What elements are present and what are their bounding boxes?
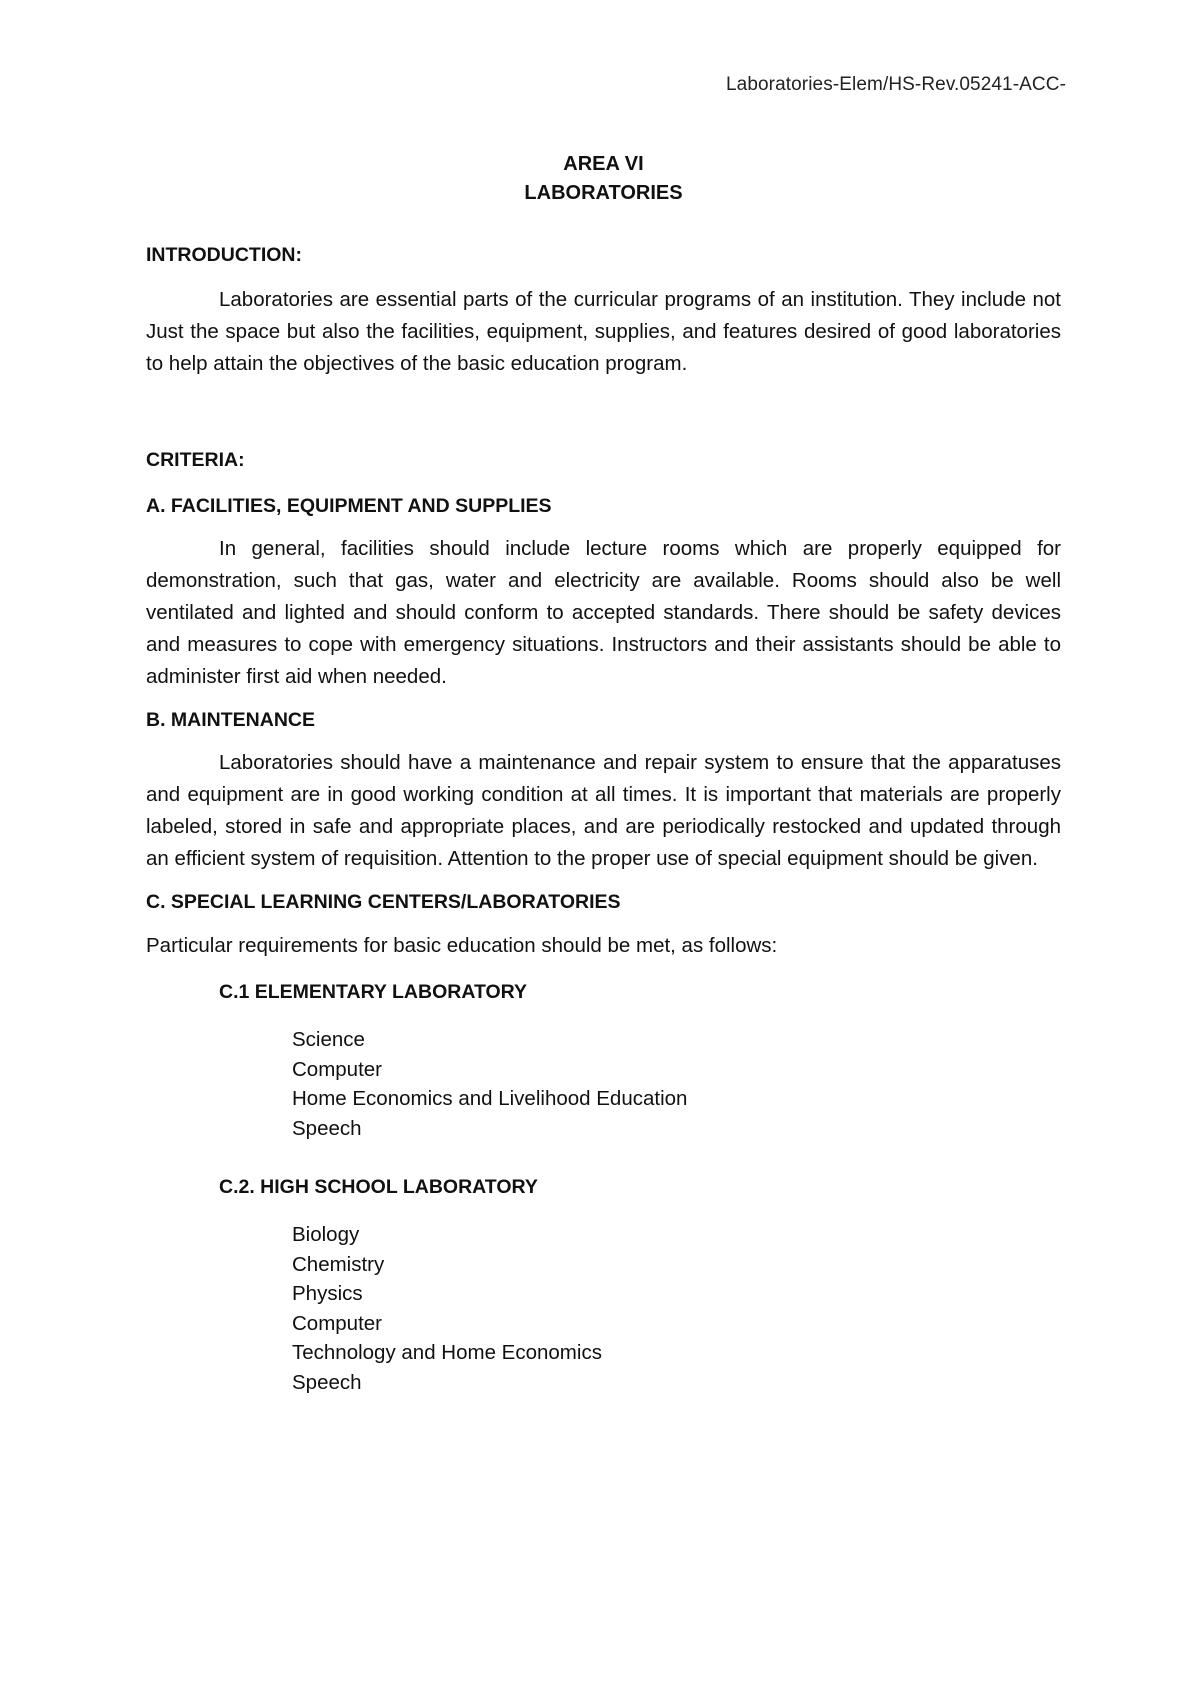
list-item: Chemistry <box>292 1252 385 1276</box>
section-a-heading: A. FACILITIES, EQUIPMENT AND SUPPLIES <box>146 495 552 517</box>
list-item: Physics <box>292 1282 363 1305</box>
list-item: Home Economics and Livelihood Education <box>292 1087 688 1110</box>
list-item: Technology and Home Economics <box>292 1341 602 1364</box>
introduction-heading: INTRODUCTION: <box>146 244 302 266</box>
elementary-laboratory-list <box>292 1025 1061 1143</box>
section-b-heading: B. MAINTENANCE <box>146 709 315 731</box>
high-school-laboratory-list <box>292 1220 1061 1397</box>
introduction-paragraph: Laboratories are essential parts of the curricular programs of an institution. They include not Just the space but also the facilities, equipment, supplies, and features desired of good laboratories to help attain the objectives of the basic education program. <box>146 288 1061 375</box>
document-title: LABORATORIES <box>524 182 683 204</box>
list-item: Speech <box>292 1116 362 1140</box>
list-item: Science <box>292 1028 365 1051</box>
section-c-heading: C. SPECIAL LEARNING CENTERS/LABORATORIES <box>146 891 621 913</box>
area-title: AREA VI <box>563 153 644 175</box>
section-b-paragraph: Laboratories should have a maintenance and repair system to ensure that the apparatuses and equipment are in good working condition at all times. It is important that materials are properly labeled, stored in safe and appropriate places, and are periodically restocked and updated through an efficient system of requisition. Attention to the proper use of special equipment should be given. <box>146 751 1061 870</box>
elementary-laboratory-heading: C.1 ELEMENTARY LABORATORY <box>219 981 528 1003</box>
document-body <box>146 150 1061 1397</box>
high-school-laboratory-heading: C.2. HIGH SCHOOL LABORATORY <box>219 1176 538 1198</box>
list-item: Computer <box>292 1057 383 1081</box>
list-item: Biology <box>292 1223 360 1246</box>
section-c-lead: Particular requirements for basic education should be met, as follows: <box>146 934 778 957</box>
document-code: Laboratories-Elem/HS-Rev.05241-ACC- <box>726 74 1066 95</box>
list-item: Speech <box>292 1370 362 1394</box>
list-item: Computer <box>292 1311 383 1335</box>
section-a-paragraph: In general, facilities should include lecture rooms which are properly equipped for demonstration, such that gas, water and electricity are available. Rooms should also be well ventilated and lighted and should conform to accepted standards. There should be safety devices and measures to cope with emergency situations. Instructors and their assistants should be able to administer first aid when needed. <box>146 537 1061 688</box>
criteria-heading: CRITERIA: <box>146 449 245 471</box>
